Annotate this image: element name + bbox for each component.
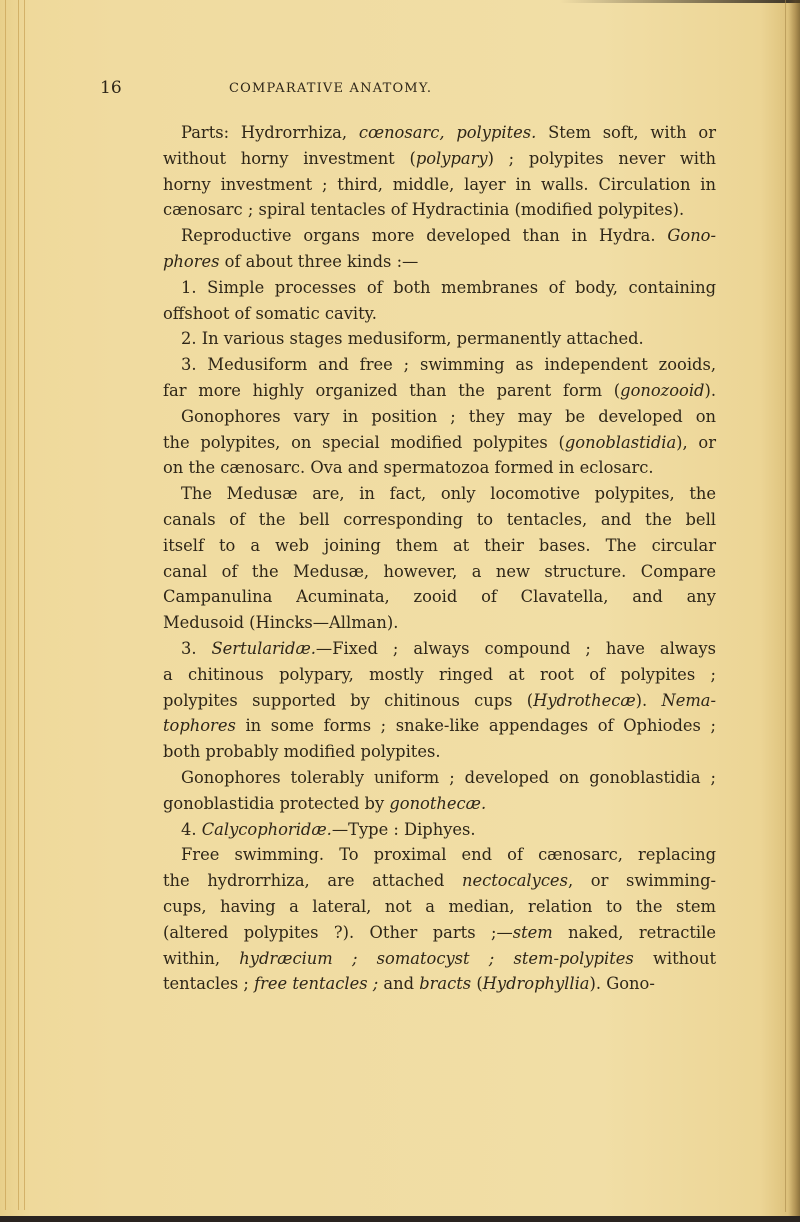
text-run: , or swimming-	[567, 871, 717, 891]
text-line	[163, 946, 716, 972]
text-run: far more highly organized than the parent form (	[163, 380, 621, 400]
text-run: the hydrorrhiza, are attached	[163, 871, 462, 891]
italic-term: free tentacles ;	[254, 974, 379, 994]
italic-term: Hydrophyllia	[482, 974, 590, 994]
text-run: Parts: Hydrorrhiza,	[181, 123, 359, 142]
text-line	[163, 739, 716, 765]
text-line	[163, 146, 716, 172]
text-run: Campanulina Acuminata, zooid of Clavatella, and any	[163, 587, 716, 607]
italic-term: Calycophoridæ.	[201, 819, 332, 839]
text-line	[163, 533, 716, 559]
text-run: 3. Medusiform and free ; swimming as independent zooids,	[181, 355, 716, 375]
text-run: horny investment ; third, middle, layer in walls. Circulation in	[163, 174, 716, 194]
text-line	[163, 610, 716, 636]
text-line	[163, 481, 716, 507]
text-run: without	[633, 948, 717, 968]
running-title: COMPARATIVE ANATOMY.	[229, 81, 433, 96]
text-run: ) ; polypites never with	[487, 148, 716, 168]
text-line	[163, 404, 716, 430]
text-run: canals of the bell corresponding to tentacles, and the bell	[163, 509, 716, 529]
text-line	[163, 120, 716, 146]
body-text	[163, 120, 716, 997]
text-run: tentacles ;	[163, 974, 255, 994]
text-run: a chitinous polypary, mostly ringed at root of polypites ;	[163, 664, 716, 684]
text-run: both probably modified polypites.	[163, 742, 441, 762]
text-line	[163, 455, 716, 481]
text-run: Medusoid (Hincks—Allman).	[163, 613, 399, 633]
italic-term: hydræcium ; somatocyst ; stem-polypites	[239, 948, 634, 968]
text-run: within,	[163, 948, 240, 968]
text-run: The Medusæ are, in fact, only locomotive polypites, the	[181, 484, 716, 504]
text-line	[163, 842, 716, 868]
text-run: Free swimming. To proximal end of cænosarc, replacing	[181, 845, 716, 865]
text-line	[163, 301, 716, 327]
text-line	[163, 584, 716, 610]
text-line	[163, 249, 716, 275]
text-line	[163, 817, 716, 843]
text-line	[163, 791, 716, 817]
italic-term: gonothecæ.	[389, 793, 487, 813]
italic-term: Sertularidæ.	[211, 638, 316, 658]
text-run: itself to a web joining them at their bases. The circular	[163, 535, 716, 555]
text-line	[163, 713, 716, 739]
text-line	[163, 507, 716, 533]
text-run: offshoot of somatic cavity.	[163, 303, 377, 323]
italic-term: phores	[163, 251, 220, 271]
italic-term: Nema-	[661, 690, 717, 710]
text-run: Reproductive organs more developed than in Hydra.	[181, 226, 668, 246]
text-run: on the cænosarc. Ova and spermatozoa formed in eclosarc.	[163, 458, 654, 478]
scan-bottom-edge	[0, 1216, 800, 1222]
text-line	[163, 223, 716, 249]
italic-term: cœnosarc, polypites.	[358, 123, 537, 142]
italic-term: bracts	[419, 974, 472, 994]
italic-term: tophores	[163, 716, 236, 736]
page-edge-line	[18, 0, 19, 1210]
text-run: 3.	[181, 638, 212, 658]
text-line	[163, 559, 716, 585]
text-line	[163, 894, 716, 920]
page-number: 16	[100, 78, 122, 98]
text-line	[163, 868, 716, 894]
text-line	[163, 197, 716, 223]
text-run: of about three kinds :—	[219, 251, 419, 271]
italic-term: gonozooid	[620, 380, 705, 400]
text-run: 1. Simple processes of both membranes of body, containing	[181, 277, 716, 297]
italic-term: Hydrothecæ	[533, 690, 636, 710]
text-run: —Type : Diphyes.	[331, 819, 476, 839]
text-run: ).	[704, 380, 716, 400]
page-edge-line	[24, 0, 25, 1210]
text-run: —Fixed ; always compound ; have always	[315, 638, 716, 658]
text-line	[163, 378, 716, 404]
text-run: in some forms ; snake-like appendages of Ophiodes ;	[235, 716, 716, 736]
text-run: cups, having a lateral, not a median, relation to the stem	[163, 896, 716, 916]
text-line	[163, 326, 716, 352]
gutter-shadow	[788, 0, 800, 1222]
text-line	[163, 352, 716, 378]
text-line	[163, 971, 716, 997]
text-run: (	[471, 974, 483, 994]
text-line	[163, 275, 716, 301]
text-run: 4.	[181, 819, 202, 839]
text-run: the polypites, on special modified polypites (	[163, 432, 565, 452]
italic-term: gonoblastidia	[564, 432, 677, 452]
text-run: (altered polypites ?). Other parts ;—	[163, 922, 513, 942]
text-run: without horny investment (	[163, 148, 416, 168]
text-run: ).	[635, 690, 662, 710]
text-run: Gonophores tolerably uniform ; developed on gonoblastidia ;	[181, 767, 716, 787]
text-run: naked, retractile	[552, 922, 716, 942]
text-run: Gonophores vary in position ; they may be developed on	[181, 406, 716, 426]
text-run: gonoblastidia protected by	[163, 793, 390, 813]
text-run: ). Gono-	[589, 974, 655, 994]
text-line	[163, 920, 716, 946]
text-run: Stem soft, with or	[536, 123, 716, 142]
text-run: polypites supported by chitinous cups (	[163, 690, 534, 710]
text-run: canal of the Medusæ, however, a new structure. Compare	[163, 561, 716, 581]
page-edge-line	[785, 0, 786, 1212]
text-run: cænosarc ; spiral tentacles of Hydractinia (modified polypites).	[163, 200, 685, 220]
text-run: and	[378, 974, 420, 994]
text-line	[163, 765, 716, 791]
page-edge-line	[5, 0, 6, 1210]
text-run: 2. In various stages medusiform, permanently attached.	[181, 329, 644, 349]
italic-term: nectocalyces	[462, 871, 568, 891]
text-line	[163, 430, 716, 456]
scan-top-edge	[560, 0, 800, 3]
italic-term: Gono-	[667, 226, 716, 246]
italic-term: polypary	[415, 148, 488, 168]
text-line	[163, 636, 716, 662]
text-line	[163, 172, 716, 198]
italic-term: stem	[512, 922, 553, 942]
text-line	[163, 688, 716, 714]
running-head	[100, 78, 720, 108]
text-line	[163, 662, 716, 688]
text-run: ), or	[676, 432, 716, 452]
